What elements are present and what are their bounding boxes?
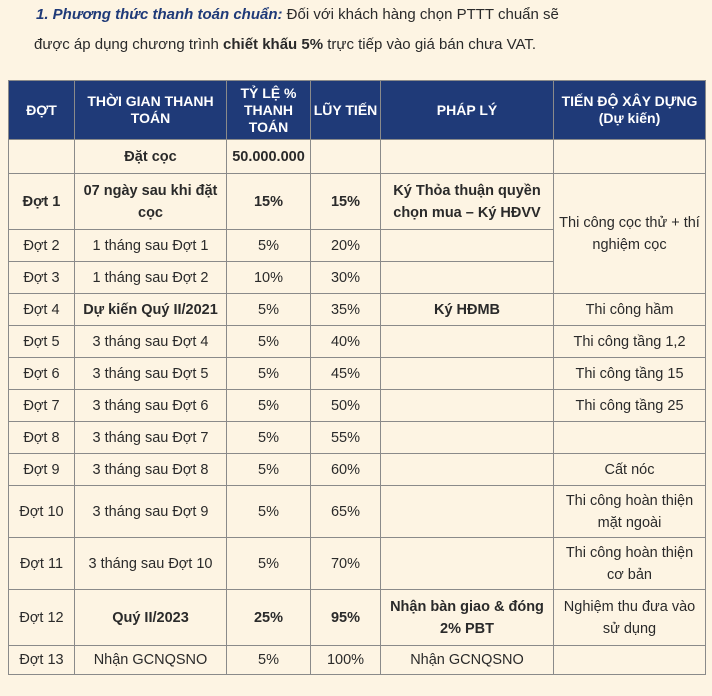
intro-text-3: trực tiếp vào giá bán chưa VAT. [323, 36, 537, 53]
cell-empty [381, 390, 554, 422]
cell-dot: Đợt 5 [9, 326, 75, 358]
cell-rate: 5% [227, 326, 311, 358]
cell-dot: Đợt 6 [9, 358, 75, 390]
cell-time: Quý II/2023 [75, 590, 227, 646]
cell-deposit-amount: 50.000.000 [227, 140, 311, 174]
cell-empty [381, 538, 554, 590]
cell-cum: 50% [311, 390, 381, 422]
cell-dot: Đợt 1 [9, 174, 75, 230]
cell-empty [381, 230, 554, 262]
cell-rate: 5% [227, 390, 311, 422]
cell-empty [9, 140, 75, 174]
cell-progress-group: Thi công cọc thử + thí nghiệm cọc [554, 174, 706, 294]
cell-cum: 95% [311, 590, 381, 646]
cell-time: 3 tháng sau Đợt 7 [75, 422, 227, 454]
table-row [9, 422, 706, 454]
cell-rate: 15% [227, 174, 311, 230]
cell-empty [381, 326, 554, 358]
cell-cum: 60% [311, 454, 381, 486]
cell-progress: Thi công tầng 15 [554, 358, 706, 390]
cell-empty [381, 454, 554, 486]
table-row [9, 454, 706, 486]
cell-legal: Ký Thỏa thuận quyền chọn mua – Ký HĐVV [381, 174, 554, 230]
table-row [9, 294, 706, 326]
intro-discount: chiết khấu 5% [223, 36, 324, 53]
cell-cum: 20% [311, 230, 381, 262]
cell-empty [381, 262, 554, 294]
table-row [9, 646, 706, 675]
intro-line-2 [34, 30, 696, 60]
cell-legal: Nhận GCNQSNO [381, 646, 554, 675]
cell-time: 3 tháng sau Đợt 9 [75, 486, 227, 538]
table-row-deposit [9, 140, 706, 174]
header-tien-do: TIẾN ĐỘ XÂY DỰNG (Dự kiến) [554, 81, 706, 140]
cell-time: 3 tháng sau Đợt 5 [75, 358, 227, 390]
cell-empty [554, 422, 706, 454]
intro-heading: 1. Phương thức thanh toán chuẩn: [36, 6, 283, 23]
cell-rate: 5% [227, 422, 311, 454]
cell-time: 3 tháng sau Đợt 4 [75, 326, 227, 358]
intro-text-2: được áp dụng chương trình [34, 36, 224, 53]
intro-line-1 [36, 0, 696, 30]
cell-deposit-label: Đặt cọc [75, 140, 227, 174]
cell-dot: Đợt 10 [9, 486, 75, 538]
table-row [9, 486, 706, 538]
table-row [9, 358, 706, 390]
cell-legal: Ký HĐMB [381, 294, 554, 326]
cell-progress: Nghiệm thu đưa vào sử dụng [554, 590, 706, 646]
cell-cum: 100% [311, 646, 381, 675]
cell-progress: Thi công hầm [554, 294, 706, 326]
cell-cum: 40% [311, 326, 381, 358]
cell-legal: Nhận bàn giao & đóng 2% PBT [381, 590, 554, 646]
cell-cum: 65% [311, 486, 381, 538]
cell-empty [311, 140, 381, 174]
cell-cum: 55% [311, 422, 381, 454]
table-row [9, 538, 706, 590]
cell-rate: 25% [227, 590, 311, 646]
cell-rate: 5% [227, 486, 311, 538]
cell-rate: 10% [227, 262, 311, 294]
cell-dot: Đợt 8 [9, 422, 75, 454]
table-row [9, 390, 706, 422]
cell-rate: 5% [227, 358, 311, 390]
cell-time: 3 tháng sau Đợt 8 [75, 454, 227, 486]
cell-cum: 30% [311, 262, 381, 294]
cell-dot: Đợt 2 [9, 230, 75, 262]
cell-progress: Thi công tầng 25 [554, 390, 706, 422]
cell-empty [381, 358, 554, 390]
header-thoi-gian: THỜI GIAN THANH TOÁN [75, 81, 227, 140]
payment-schedule-table [8, 80, 706, 675]
header-dot: ĐỢT [9, 81, 75, 140]
cell-dot: Đợt 11 [9, 538, 75, 590]
cell-empty [381, 422, 554, 454]
cell-dot: Đợt 7 [9, 390, 75, 422]
cell-time: 07 ngày sau khi đặt cọc [75, 174, 227, 230]
cell-dot: Đợt 13 [9, 646, 75, 675]
cell-cum: 35% [311, 294, 381, 326]
cell-empty [381, 140, 554, 174]
cell-progress: Thi công hoàn thiện mặt ngoài [554, 486, 706, 538]
cell-cum: 45% [311, 358, 381, 390]
cell-empty [554, 646, 706, 675]
cell-rate: 5% [227, 538, 311, 590]
intro-text-1: Đối với khách hàng chọn PTTT chuẩn sẽ [282, 6, 559, 23]
cell-cum: 15% [311, 174, 381, 230]
header-ty-le: TỶ LỆ % THANH TOÁN [227, 81, 311, 140]
header-luy-tien: LŨY TIẾN [311, 81, 381, 140]
intro-paragraph [36, 0, 696, 60]
cell-progress: Thi công tầng 1,2 [554, 326, 706, 358]
cell-rate: 5% [227, 230, 311, 262]
table-row [9, 174, 706, 230]
table-row [9, 590, 706, 646]
cell-dot: Đợt 9 [9, 454, 75, 486]
cell-dot: Đợt 3 [9, 262, 75, 294]
cell-rate: 5% [227, 454, 311, 486]
cell-time: 1 tháng sau Đợt 1 [75, 230, 227, 262]
table-row [9, 326, 706, 358]
cell-time: 3 tháng sau Đợt 6 [75, 390, 227, 422]
cell-dot: Đợt 12 [9, 590, 75, 646]
cell-rate: 5% [227, 294, 311, 326]
cell-empty [381, 486, 554, 538]
header-phap-ly: PHÁP LÝ [381, 81, 554, 140]
cell-time: Dự kiến Quý II/2021 [75, 294, 227, 326]
cell-dot: Đợt 4 [9, 294, 75, 326]
cell-time: Nhận GCNQSNO [75, 646, 227, 675]
cell-time: 1 tháng sau Đợt 2 [75, 262, 227, 294]
cell-cum: 70% [311, 538, 381, 590]
cell-rate: 5% [227, 646, 311, 675]
cell-progress: Cất nóc [554, 454, 706, 486]
cell-empty [554, 140, 706, 174]
cell-progress: Thi công hoàn thiện cơ bản [554, 538, 706, 590]
cell-time: 3 tháng sau Đợt 10 [75, 538, 227, 590]
